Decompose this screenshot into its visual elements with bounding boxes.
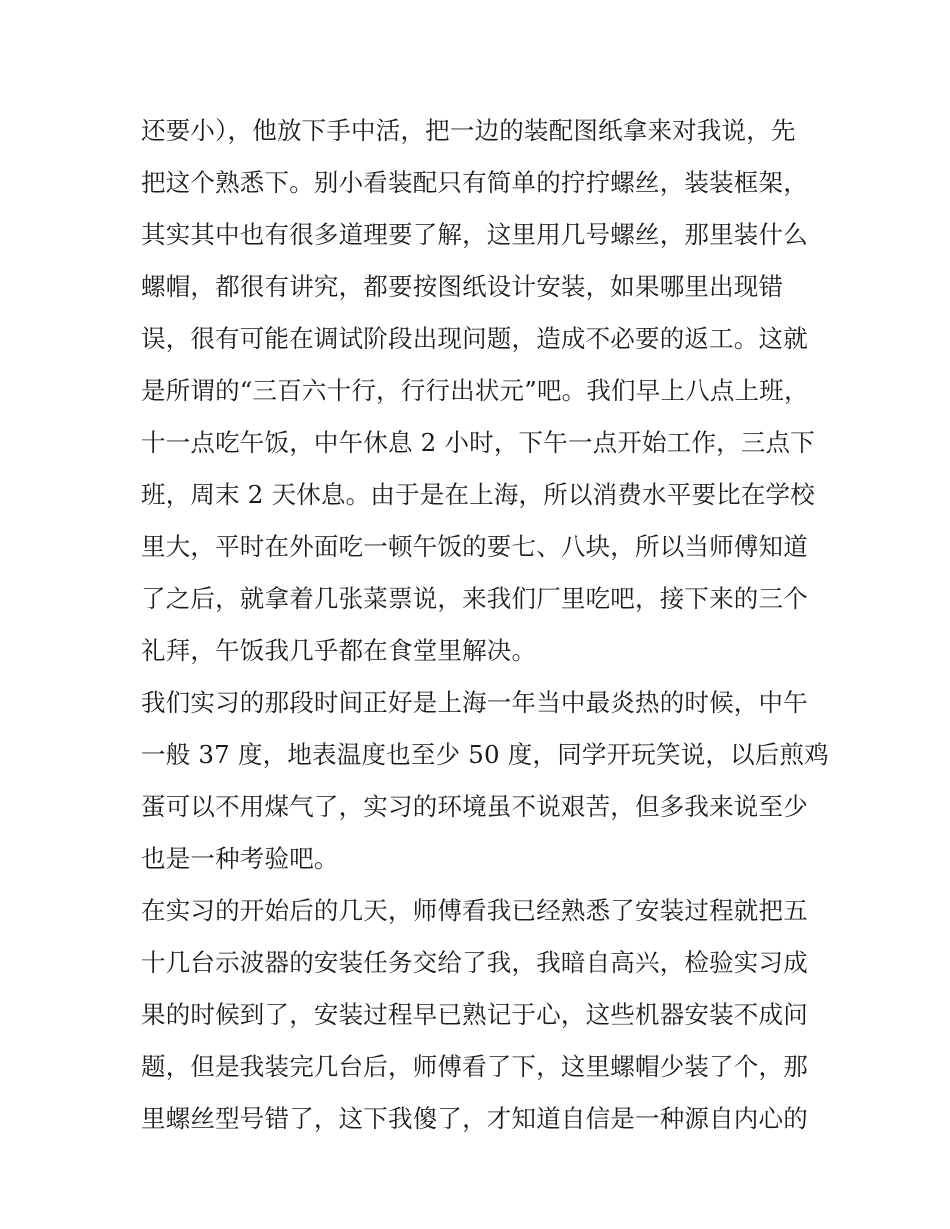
text-line: 也是一种考验吧。 [141, 844, 339, 873]
text-line: 题，但是我装完几台后，师傅看了下，这里螺帽少装了个，那 [141, 1052, 808, 1081]
text-line: 其实其中也有很多道理要了解，这里用几号螺丝，那里装什么 [141, 220, 808, 249]
text-line: 果的时候到了，安装过程早已熟记于心，这些机器安装不成问 [141, 1000, 808, 1029]
text-line: 了之后，就拿着几张菜票说，来我们厂里吃吧，接下来的三个 [141, 584, 808, 613]
text-line: 礼拜，午饭我几乎都在食堂里解决。 [141, 636, 537, 665]
text-line: 十几台示波器的安装任务交给了我，我暗自高兴，检验实习成 [141, 948, 808, 977]
text-line: 里大，平时在外面吃一顿午饭的要七、八块，所以当师傅知道 [141, 532, 808, 561]
text-line: 还要小），他放下手中活，把一边的装配图纸拿来对我说，先 [141, 116, 796, 145]
text-line: 是所谓的“三百六十行，行行出状元”吧。我们早上八点上班， [141, 376, 809, 405]
text-line: 在实习的开始后的几天，师傅看我已经熟悉了安装过程就把五 [141, 896, 808, 925]
text-line: 螺帽，都很有讲究，都要按图纸设计安装，如果哪里出现错 [141, 272, 784, 301]
body-text [141, 109, 829, 1149]
text-line: 蛋可以不用煤气了，实习的环境虽不说艰苦，但多我来说至少 [141, 792, 808, 821]
text-line: 把这个熟悉下。别小看装配只有简单的拧拧螺丝，装装框架， [141, 168, 808, 197]
text-line: 班，周末 2 天休息。由于是在上海，所以消费水平要比在学校 [141, 480, 815, 509]
text-line: 我们实习的那段时间正好是上海一年当中最炎热的时候，中午 [141, 688, 808, 717]
text-line: 误，很有可能在调试阶段出现问题，造成不必要的返工。这就 [141, 324, 808, 353]
text-line: 里螺丝型号错了，这下我傻了，才知道自信是一种源自内心的 [141, 1104, 808, 1133]
text-line: 十一点吃午饭，中午休息 2 小时，下午一点开始工作，三点下 [141, 428, 815, 457]
text-line: 一般 37 度，地表温度也至少 50 度，同学开玩笑说，以后煎鸡 [141, 740, 829, 769]
